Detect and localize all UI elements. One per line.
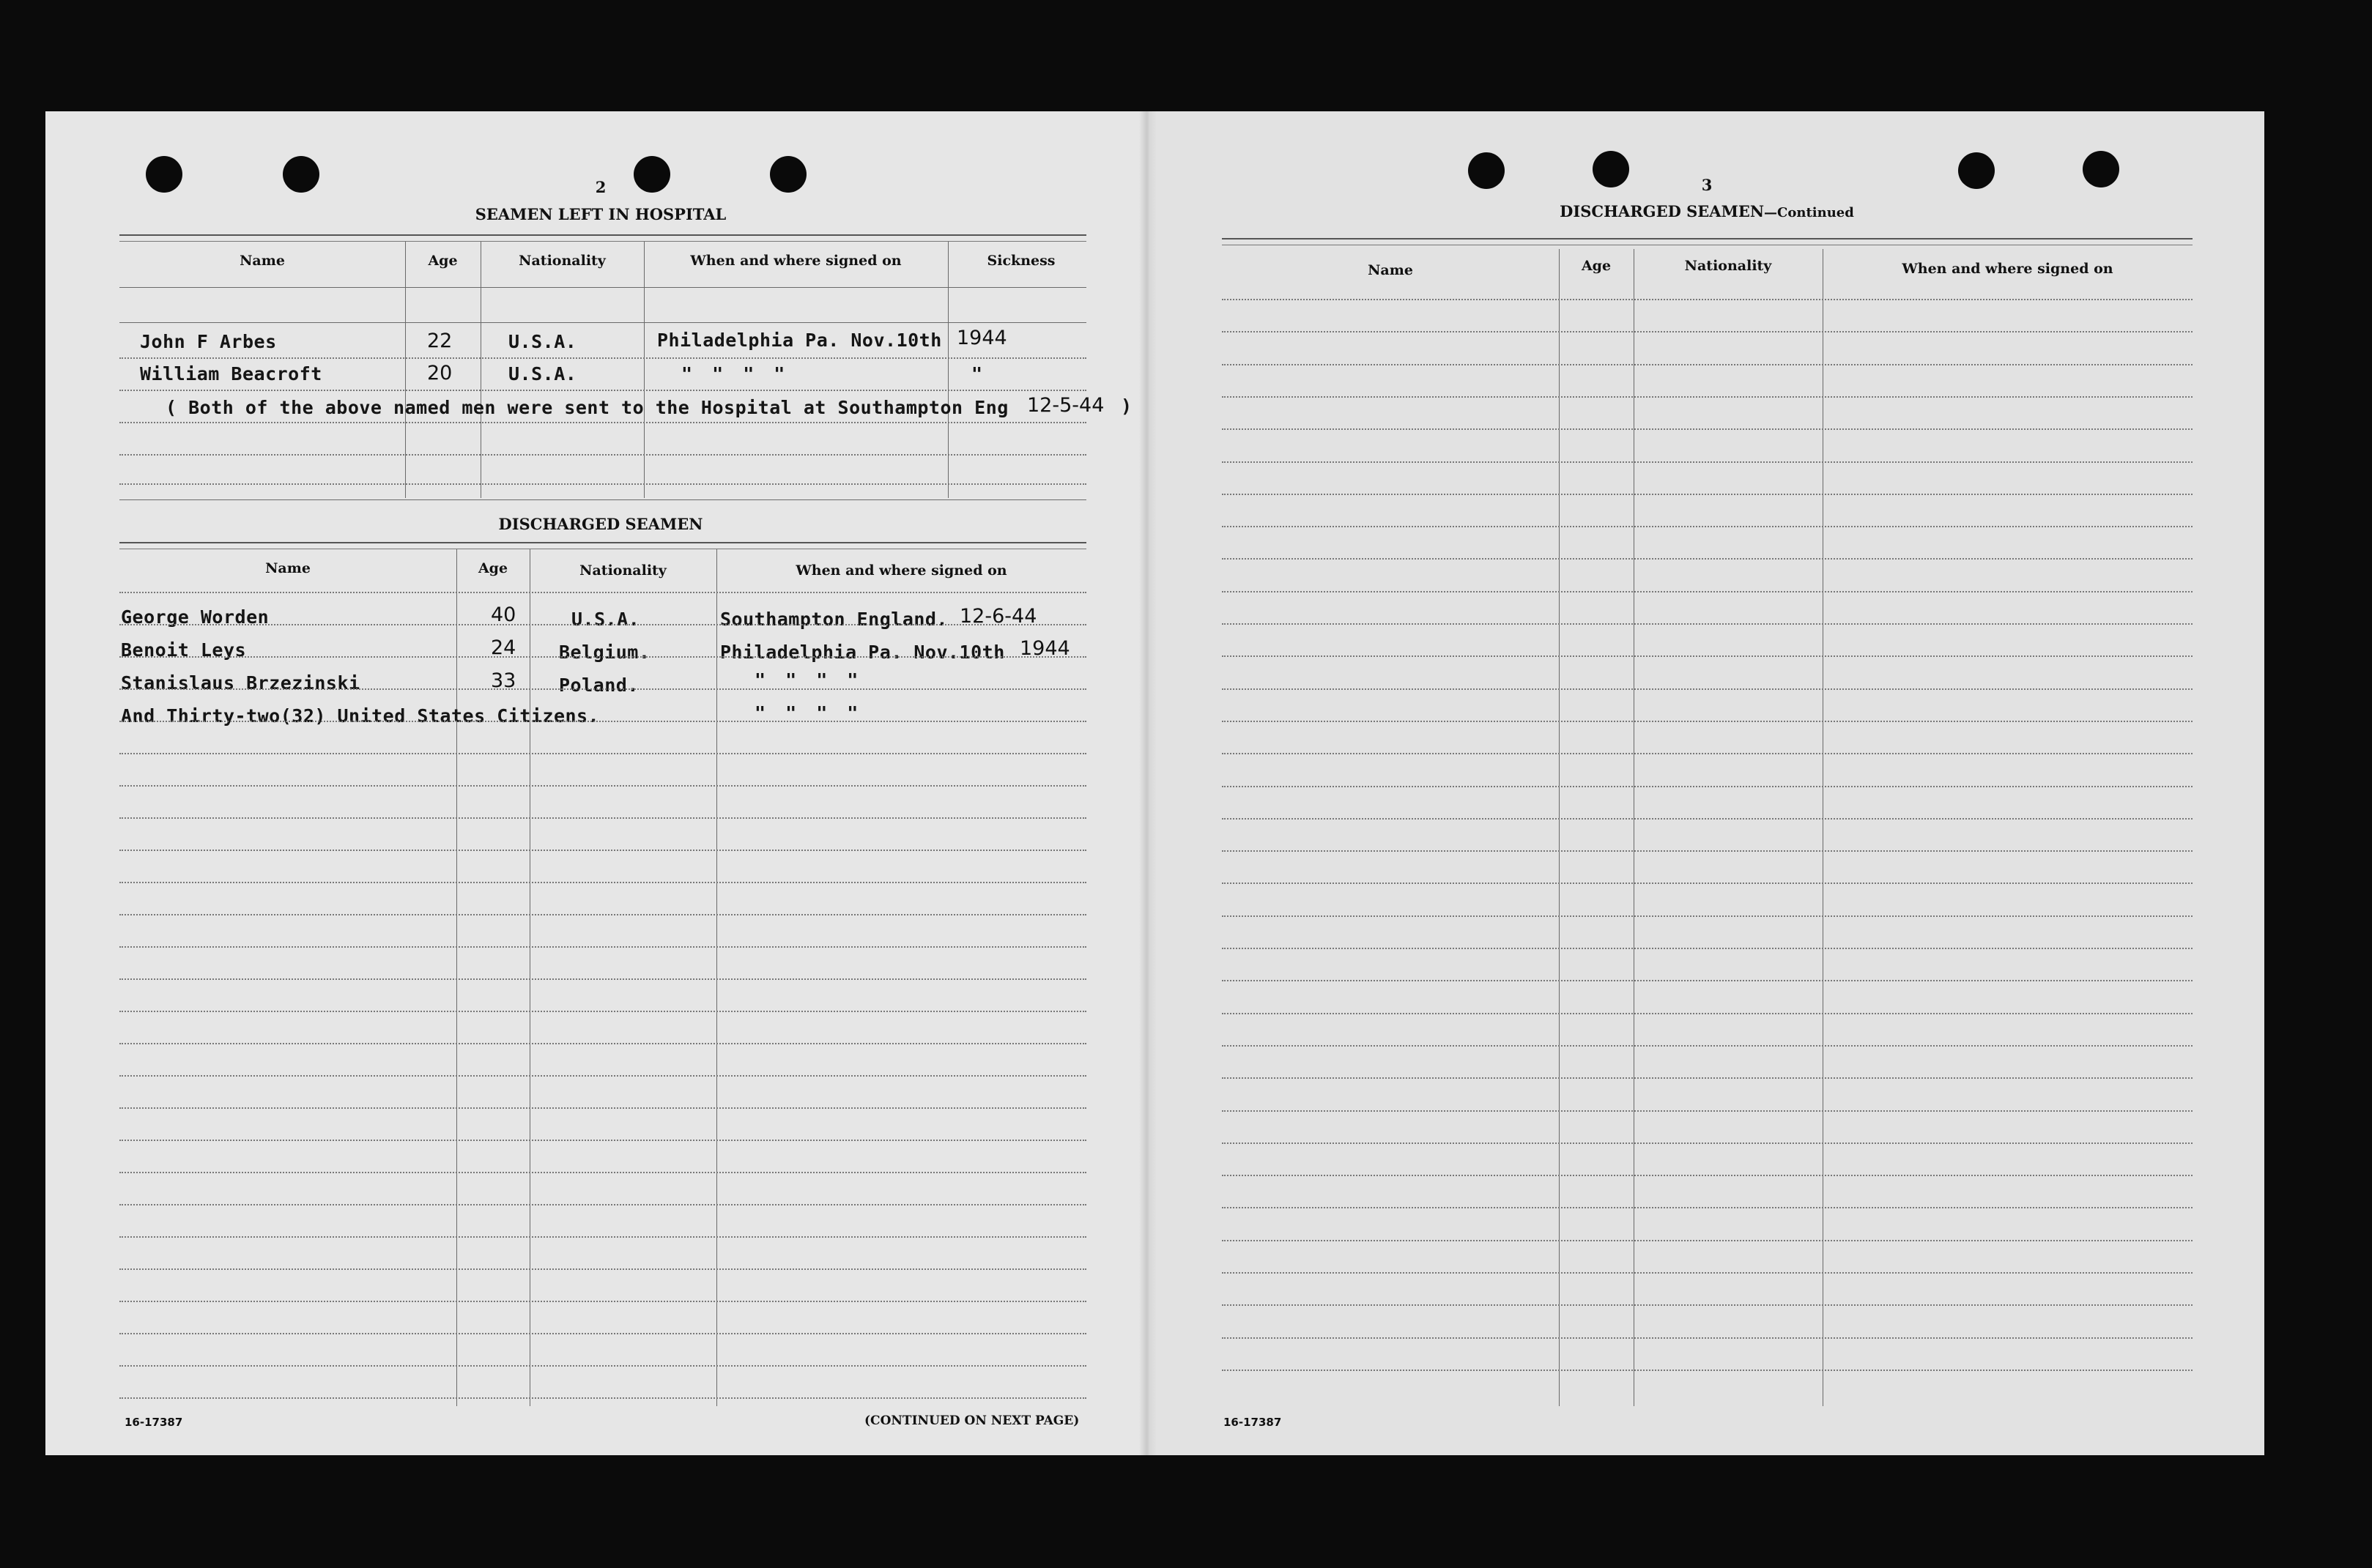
ruled-line — [1222, 1337, 2193, 1339]
ruled-line — [1222, 428, 2193, 430]
discharged-header-signed-on: When and where signed on — [796, 562, 1007, 579]
ruled-line — [1222, 461, 2193, 463]
ruled-line — [1222, 331, 2193, 332]
hospital-col-divider — [644, 242, 645, 498]
ruled-line — [119, 1268, 1086, 1270]
right-section-title — [1465, 202, 1949, 220]
left-page — [45, 111, 1148, 1455]
ruled-line — [1222, 1175, 2193, 1176]
punch-hole — [770, 156, 807, 193]
right-col-divider — [1559, 249, 1560, 1406]
ruled-line — [119, 656, 1086, 658]
discharged-row-name: Benoit Leys — [121, 639, 247, 661]
discharged-row-age: 40 — [491, 603, 516, 626]
ruled-line — [1222, 1045, 2193, 1047]
ruled-line — [119, 1397, 1086, 1399]
ruled-line — [1222, 655, 2193, 657]
ruled-line — [119, 785, 1086, 787]
discharged-table-top-rule — [119, 542, 1086, 549]
punch-hole — [1958, 152, 1995, 189]
discharged-col-divider — [456, 549, 457, 1406]
discharged-row-date: 1944 — [1020, 637, 1070, 660]
discharged-header-nationality: Nationality — [579, 562, 667, 579]
ruled-line — [119, 1075, 1086, 1077]
hospital-table-top-rule — [119, 234, 1086, 242]
hospital-row-signed-on: " " " " — [681, 363, 790, 384]
ruled-line — [1222, 980, 2193, 981]
ruled-line — [1222, 1370, 2193, 1371]
ruled-line — [119, 946, 1086, 948]
ruled-line — [119, 978, 1086, 980]
ruled-line — [1222, 786, 2193, 787]
right-table-top-rule — [1222, 238, 2193, 245]
discharged-header-age: Age — [478, 560, 508, 576]
ruled-line — [1222, 1013, 2193, 1014]
discharged-row-name: George Worden — [121, 606, 270, 628]
right-page — [1148, 111, 2264, 1455]
ruled-line — [119, 914, 1086, 915]
hospital-header-name: Name — [240, 253, 285, 269]
ruled-line — [119, 688, 1086, 690]
ruled-line — [1222, 1272, 2193, 1274]
discharged-row-signed-on: Southampton England. — [720, 609, 949, 630]
hospital-header-signed-on: When and where signed on — [690, 253, 902, 269]
ruled-line — [119, 753, 1086, 754]
page-fold — [1139, 111, 1157, 1455]
hospital-row-nationality: U.S.A. — [508, 331, 577, 352]
ruled-line — [119, 882, 1086, 883]
punch-hole — [1468, 152, 1505, 189]
right-header-name: Name — [1368, 262, 1413, 278]
punch-hole — [146, 156, 182, 193]
discharged-row-name: Stanislaus Brzezinski — [121, 672, 360, 694]
right-section-title-main: DISCHARGED SEAMEN — [1560, 202, 1765, 220]
hospital-row-year: 1944 — [957, 327, 1007, 349]
right-header-nationality: Nationality — [1684, 258, 1772, 274]
hospital-rule — [119, 454, 1086, 456]
ruled-line — [1222, 1142, 2193, 1144]
ruled-line — [1222, 688, 2193, 690]
right-form-number: 16-17387 — [1223, 1416, 1282, 1429]
left-page-number: 2 — [595, 178, 607, 196]
discharged-row-age: 33 — [491, 669, 516, 692]
hospital-rule — [119, 483, 1086, 485]
hospital-rule — [119, 287, 1086, 288]
hospital-header-sickness: Sickness — [987, 253, 1056, 269]
ruled-line — [1222, 623, 2193, 625]
discharged-row-name: And Thirty-two(32) United States Citizens. — [121, 705, 600, 727]
hospital-col-divider — [948, 242, 949, 498]
ruled-line — [1222, 948, 2193, 949]
hospital-note-date: 12-5-44 — [1027, 394, 1105, 417]
ruled-line — [119, 1204, 1086, 1205]
ruled-line — [1222, 526, 2193, 527]
hospital-row-nationality: U.S.A. — [508, 363, 577, 384]
ruled-line — [119, 1107, 1086, 1109]
hospital-note: ( Both of the above named men were sent to the Hospital at Southampton Eng — [166, 397, 1009, 418]
ruled-line — [119, 721, 1086, 722]
hospital-header-age: Age — [428, 253, 458, 269]
ruled-line — [119, 1333, 1086, 1334]
hospital-row-signed-on: Philadelphia Pa. Nov.10th — [657, 330, 942, 351]
ruled-line — [119, 1365, 1086, 1367]
discharged-row-signed-on: Philadelphia Pa. Nov.10th — [720, 642, 1005, 663]
right-section-title-suffix: —Continued — [1764, 205, 1854, 220]
ruled-line — [1222, 1240, 2193, 1241]
hospital-col-divider — [405, 242, 406, 498]
discharged-row-nationality: Belgium. — [559, 642, 651, 663]
ruled-line — [1222, 1110, 2193, 1112]
ruled-line — [119, 1011, 1086, 1012]
discharged-row-age: 24 — [491, 636, 516, 659]
hospital-row-age: 20 — [427, 362, 453, 384]
ruled-line — [1222, 494, 2193, 495]
discharged-row-nationality: U.S.A. — [571, 609, 640, 630]
ruled-line — [1222, 1304, 2193, 1306]
hospital-row-year: " — [971, 363, 983, 384]
ruled-line — [1222, 1207, 2193, 1208]
hospital-row-age: 22 — [427, 330, 453, 352]
ruled-line — [1222, 299, 2193, 300]
ruled-line — [119, 592, 1086, 593]
hospital-rule — [119, 499, 1086, 500]
ruled-line — [1222, 1077, 2193, 1079]
ruled-line — [1222, 818, 2193, 820]
ruled-line — [119, 1140, 1086, 1141]
hospital-row-name: John F Arbes — [140, 331, 277, 352]
ruled-line — [119, 1301, 1086, 1302]
discharged-section-title: DISCHARGED SEAMEN — [498, 515, 703, 533]
ruled-line — [1222, 396, 2193, 398]
discharged-row-date: 12-6-44 — [960, 605, 1037, 628]
discharged-row-signed-on: " " " " — [755, 669, 863, 691]
hospital-rule — [119, 390, 1086, 391]
right-header-age: Age — [1581, 258, 1612, 274]
discharged-header-name: Name — [265, 560, 311, 576]
ruled-line — [1222, 915, 2193, 917]
ruled-line — [119, 1236, 1086, 1238]
discharged-row-signed-on: " " " " — [755, 702, 863, 724]
ruled-line — [119, 1043, 1086, 1044]
right-page-number: 3 — [1701, 176, 1713, 194]
hospital-header-nationality: Nationality — [519, 253, 606, 269]
ruled-line — [1222, 883, 2193, 884]
hospital-note-close-paren: ) — [1121, 395, 1133, 417]
ruled-line — [1222, 558, 2193, 560]
left-form-number: 16-17387 — [125, 1416, 183, 1429]
ruled-line — [1222, 753, 2193, 754]
discharged-col-divider — [716, 549, 717, 1406]
hospital-rule — [119, 422, 1086, 423]
ruled-line — [119, 817, 1086, 819]
hospital-section-title: SEAMEN LEFT IN HOSPITAL — [475, 205, 727, 223]
hospital-rule — [119, 322, 1086, 323]
ruled-line — [1222, 850, 2193, 852]
ruled-line — [119, 850, 1086, 851]
hospital-rule — [119, 357, 1086, 359]
ruled-line — [1222, 591, 2193, 592]
punch-hole — [2083, 151, 2119, 187]
ruled-line — [119, 1172, 1086, 1173]
continued-note: (CONTINUED ON NEXT PAGE) — [864, 1413, 1080, 1428]
punch-hole — [1593, 151, 1629, 187]
right-header-signed-on: When and where signed on — [1902, 261, 2113, 277]
ruled-line — [1222, 364, 2193, 365]
punch-hole — [634, 156, 670, 193]
ruled-line — [119, 624, 1086, 625]
ruled-line — [1222, 721, 2193, 722]
hospital-row-name: William Beacroft — [140, 363, 322, 384]
discharged-row-nationality: Poland. — [559, 675, 639, 696]
punch-hole — [283, 156, 319, 193]
